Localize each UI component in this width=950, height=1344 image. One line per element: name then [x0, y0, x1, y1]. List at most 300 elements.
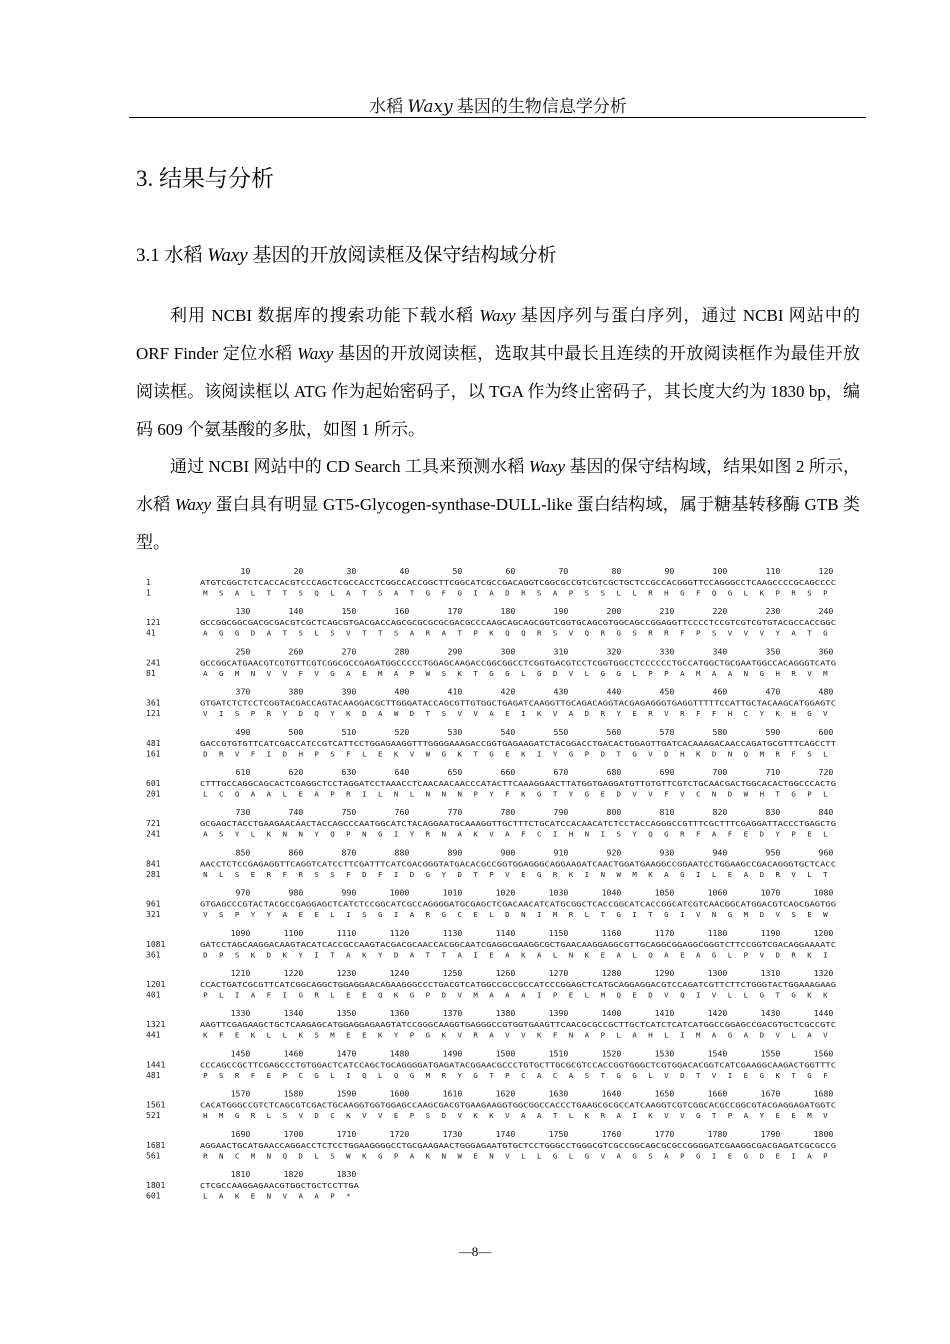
- amino-acid-residue: Q: [330, 829, 335, 839]
- amino-acid-residue: K: [473, 829, 478, 839]
- position-tick-label: 710: [765, 767, 781, 777]
- amino-acid-residue: A: [489, 709, 494, 719]
- amino-acid-residue: G: [425, 588, 431, 598]
- amino-acid-residue: M: [218, 1111, 224, 1121]
- amino-acid-residue: E: [314, 910, 319, 920]
- amino-acid-residue: E: [743, 1070, 749, 1080]
- amino-acid-residue: Y: [282, 709, 288, 719]
- amino-acid-residue: R: [791, 588, 796, 598]
- amino-acid-residue: E: [521, 869, 526, 879]
- amino-acid-residue: Y: [298, 950, 303, 960]
- amino-acid-residue: G: [505, 668, 510, 678]
- amino-acid-residue: P: [203, 990, 208, 1000]
- nucleotide-row-start: 1081: [146, 939, 166, 949]
- amino-acid-residue: A: [203, 628, 208, 638]
- position-tick-label: 1750: [548, 1128, 569, 1139]
- amino-acid-residue: E: [346, 990, 351, 1000]
- amino-acid-residue: G: [664, 829, 669, 839]
- position-tick-label: 100: [712, 566, 728, 576]
- amino-acid-residue: I: [823, 950, 828, 960]
- amino-acid-residue: M: [250, 1151, 256, 1161]
- position-tick-label: 1770: [654, 1128, 675, 1139]
- amino-acid-residue: I: [727, 1070, 733, 1080]
- amino-acid-residue: Q: [234, 789, 240, 799]
- amino-acid-row-start: 121: [146, 709, 161, 719]
- amino-acid-residue: V: [457, 1111, 462, 1121]
- amino-acid-residue: V: [457, 709, 462, 719]
- position-tick-label: 920: [606, 847, 622, 858]
- nucleotide-row-start: 1321: [146, 1020, 166, 1030]
- amino-acid-residue: P: [823, 588, 828, 598]
- amino-acid-residue: C: [743, 709, 749, 719]
- amino-acid-residue: G: [473, 1070, 478, 1080]
- amino-acid-residue: G: [298, 990, 303, 1000]
- amino-acid-residue: M: [377, 668, 383, 678]
- amino-acid-residue: H: [298, 749, 303, 759]
- amino-acid-residue: S: [791, 910, 796, 920]
- position-tick-label: 1440: [813, 1008, 834, 1019]
- position-tick-label: 230: [765, 606, 781, 617]
- amino-acid-residue: S: [218, 829, 224, 839]
- amino-acid-residue: C: [536, 829, 542, 839]
- amino-acid-residue: I: [711, 1151, 717, 1161]
- amino-acid-residue: E: [743, 829, 749, 839]
- amino-acid-residue: A: [346, 588, 351, 598]
- amino-acid-residue: P: [409, 1030, 415, 1040]
- amino-acid-residue: V: [282, 1191, 288, 1201]
- amino-acid-residue: I: [234, 990, 240, 1000]
- amino-acid-residue: V: [473, 709, 478, 719]
- amino-acid-residue: E: [632, 709, 637, 719]
- position-tick-label: 320: [606, 646, 622, 657]
- amino-acid-residue: L: [552, 950, 558, 960]
- amino-acid-residue: L: [823, 789, 828, 799]
- amino-acid-residue: A: [807, 1030, 812, 1040]
- position-tick-label: 490: [235, 726, 251, 737]
- position-tick-label: 1690: [230, 1128, 251, 1139]
- amino-acid-residue: K: [346, 1111, 351, 1121]
- amino-acid-residue: R: [648, 628, 653, 638]
- amino-acid-residue: I: [218, 709, 224, 719]
- amino-acid-residue: S: [282, 1111, 288, 1121]
- amino-acid-residue: G: [489, 749, 494, 759]
- amino-acid-residue: I: [314, 950, 319, 960]
- amino-acid-residue: P: [473, 628, 478, 638]
- amino-acid-residue: V: [823, 709, 828, 719]
- amino-acid-residue: V: [362, 1111, 367, 1121]
- amino-acid-residue: L: [536, 1151, 542, 1161]
- amino-acid-residue: N: [266, 1151, 272, 1161]
- section-title: 3. 结果与分析: [136, 166, 274, 191]
- amino-acid-residue: E: [393, 1111, 399, 1121]
- amino-acid-residue: L: [330, 588, 335, 598]
- amino-acid-residue: L: [409, 789, 415, 799]
- amino-acid-residue: E: [505, 749, 510, 759]
- amino-acid-residue: S: [632, 628, 637, 638]
- position-tick-label: 780: [500, 807, 516, 818]
- nucleotide-row-start: 121: [146, 618, 161, 628]
- amino-acid-residue: I: [282, 990, 288, 1000]
- position-tick-label: 740: [288, 807, 304, 818]
- amino-acid-residue: N: [266, 1191, 272, 1201]
- amino-acid-residue: K: [393, 749, 399, 759]
- amino-acid-residue: F: [695, 709, 701, 719]
- position-tick-label: 330: [659, 646, 675, 657]
- position-tick-label: 1790: [760, 1128, 781, 1139]
- amino-acid-residue: Y: [632, 829, 637, 839]
- position-tick-label: 1390: [548, 1008, 569, 1019]
- amino-acid-residue: G: [377, 1151, 383, 1161]
- amino-acid-residue: F: [680, 628, 685, 638]
- position-tick-label: 950: [765, 847, 781, 858]
- paragraph-text: 利用 NCBI 数据库的搜索功能下载水稻: [170, 306, 480, 325]
- amino-acid-residue: M: [600, 990, 606, 1000]
- amino-acid-residue: F: [250, 1070, 256, 1080]
- amino-acid-residue: A: [489, 1030, 494, 1040]
- amino-acid-residue: L: [616, 588, 621, 598]
- amino-acid-residue: R: [680, 709, 685, 719]
- amino-acid-residue: K: [250, 950, 256, 960]
- amino-acid-residue: N: [441, 789, 447, 799]
- amino-acid-residue: L: [823, 829, 828, 839]
- amino-acid-residue: A: [680, 668, 685, 678]
- position-tick-label: 1010: [442, 887, 463, 898]
- amino-acid-residue: E: [775, 1111, 780, 1121]
- amino-acid-residue: A: [298, 1191, 303, 1201]
- amino-acid-residue: V: [759, 950, 765, 960]
- position-tick-label: 860: [288, 847, 304, 858]
- amino-acid-residue: I: [791, 1151, 796, 1161]
- amino-acid-residue: W: [457, 1151, 462, 1161]
- amino-acid-residue: K: [203, 1030, 208, 1040]
- position-tick-label: 1290: [654, 968, 675, 978]
- amino-acid-residue: T: [823, 869, 828, 879]
- amino-acid-residue: R: [314, 990, 319, 1000]
- amino-acid-residue: A: [536, 950, 542, 960]
- position-tick-label: 1560: [813, 1048, 834, 1059]
- amino-acid-residue: P: [250, 709, 256, 719]
- amino-acid-residue: G: [314, 1070, 319, 1080]
- amino-acid-residue: Y: [616, 709, 621, 719]
- amino-acid-residue: L: [362, 749, 367, 759]
- position-tick-label: 1400: [601, 1008, 622, 1019]
- amino-acid-residue: P: [346, 829, 351, 839]
- amino-acid-residue: S: [330, 1151, 335, 1161]
- amino-acid-residue: G: [536, 869, 542, 879]
- nucleotide-row-start: 241: [146, 658, 161, 668]
- amino-acid-residue: G: [584, 1151, 590, 1161]
- amino-acid-residue: R: [775, 749, 780, 759]
- position-tick-label: 760: [394, 807, 410, 818]
- amino-acid-residue: D: [314, 1111, 319, 1121]
- position-tick-label: 1370: [442, 1008, 463, 1019]
- amino-acid-residue: F: [266, 990, 272, 1000]
- position-tick-label: 620: [288, 767, 304, 777]
- amino-acid-residue: P: [282, 1070, 288, 1080]
- amino-acid-residue: A: [393, 588, 399, 598]
- amino-acid-residue: V: [505, 1111, 510, 1121]
- amino-acid-row-start: 321: [146, 910, 161, 920]
- amino-acid-residue: M: [743, 910, 749, 920]
- amino-acid-residue: F: [282, 869, 288, 879]
- amino-acid-residue: A: [552, 588, 558, 598]
- position-tick-label: 1820: [283, 1169, 304, 1179]
- amino-acid-residue: K: [489, 628, 494, 638]
- running-header-prefix: 水稻: [369, 97, 408, 116]
- amino-acid-residue: D: [203, 950, 208, 960]
- amino-acid-residue: T: [282, 628, 288, 638]
- amino-acid-residue: M: [234, 668, 240, 678]
- nucleotide-sequence: GACCGTGTGTTCATCGACCATCCGTCATTCCTGGAGAAGGTTTGGGGAAAGACCGGTGAGAAGATCTACGGACCTGACACTGGAGTTGATCACAAAGACAACCAGATGCGTTTCAGCCTT: [200, 738, 837, 748]
- amino-acid-residue: G: [680, 588, 685, 598]
- amino-acid-residue: M: [473, 990, 478, 1000]
- amino-acid-residue: H: [759, 789, 765, 799]
- position-tick-label: 500: [288, 726, 304, 737]
- amino-acid-residue: V: [600, 1151, 606, 1161]
- amino-acid-residue: P: [664, 668, 669, 678]
- amino-acid-residue: D: [648, 990, 653, 1000]
- amino-acid-residue: Y: [234, 829, 240, 839]
- amino-acid-residue: V: [346, 628, 351, 638]
- amino-acid-residue: R: [298, 869, 303, 879]
- amino-acid-residue: T: [775, 789, 780, 799]
- amino-acid-row-start: 201: [146, 789, 161, 799]
- amino-acid-residue: Y: [759, 1111, 765, 1121]
- amino-acid-residue: A: [664, 950, 669, 960]
- amino-acid-residue: E: [250, 869, 256, 879]
- amino-acid-residue: D: [584, 709, 590, 719]
- amino-acid-residue: S: [807, 749, 812, 759]
- position-tick-label: 340: [712, 646, 728, 657]
- amino-acid-residue: A: [711, 829, 717, 839]
- position-tick-label: 1530: [654, 1048, 675, 1059]
- amino-acid-residue: N: [425, 789, 431, 799]
- amino-acid-residue: D: [775, 950, 780, 960]
- amino-acid-residue: N: [568, 1030, 574, 1040]
- running-header: [130, 92, 866, 117]
- amino-acid-residue: F: [521, 829, 526, 839]
- amino-acid-residue: L: [568, 1111, 574, 1121]
- amino-acid-residue: V: [505, 869, 510, 879]
- amino-acid-residue: E: [775, 1151, 780, 1161]
- amino-acid-residue: L: [250, 829, 256, 839]
- amino-acid-residue: A: [377, 709, 383, 719]
- amino-acid-residue: A: [441, 628, 447, 638]
- amino-acid-residue: A: [568, 709, 574, 719]
- subsection-title-gene: Waxy: [207, 245, 248, 266]
- amino-acid-residue: V: [695, 910, 701, 920]
- amino-acid-residue: A: [521, 990, 526, 1000]
- amino-acid-residue: R: [680, 829, 685, 839]
- position-tick-label: 80: [611, 566, 622, 576]
- position-tick-label: 870: [341, 847, 357, 858]
- amino-acid-residue: A: [584, 1030, 590, 1040]
- running-header-gene: Waxy: [407, 97, 453, 117]
- amino-acid-residue: L: [330, 1070, 335, 1080]
- amino-acid-residue: D: [266, 950, 272, 960]
- amino-acid-residue: P: [473, 789, 478, 799]
- amino-acid-residue: I: [632, 1111, 637, 1121]
- amino-acid-residue: L: [203, 1191, 208, 1201]
- amino-acid-residue: K: [648, 869, 653, 879]
- amino-acid-row-start: 601: [146, 1191, 161, 1201]
- amino-acid-residue: P: [330, 1191, 335, 1201]
- amino-acid-residue: Q: [680, 990, 685, 1000]
- amino-acid-residue: F: [505, 789, 510, 799]
- amino-acid-residue: S: [584, 588, 590, 598]
- position-tick-label: 1450: [230, 1048, 251, 1059]
- amino-acid-residue: A: [791, 628, 796, 638]
- nucleotide-sequence: ATGTCGGCTCTCACCACGTCCCAGCTCGCCACCTCGGCCACCGGCTTCGGCATCGCCGACAGGTCGGCGCCGTCGTCGCTGCTCCGCCACGGGTTCCAGGGCCTCAAGCCCCGCAGCCCC: [200, 578, 836, 587]
- position-tick-label: 750: [341, 807, 357, 818]
- position-tick-label: 410: [447, 686, 463, 697]
- amino-acid-residue: I: [346, 910, 351, 920]
- nucleotide-sequence: CCACTGATCGCGTTCATCGGCAGGCTGGAGGAACAGAAGGGCCCTGACGTCATGGCCGCCGCCATCCCGGAGCTCATGCAGGAGGACGTCCAGATCGTTCTTCTGGGTACTGGAAAGAAG: [200, 980, 836, 989]
- amino-acid-residue: S: [807, 588, 812, 598]
- amino-acid-residue: V: [568, 628, 574, 638]
- amino-acid-residue: P: [775, 588, 780, 598]
- amino-acid-residue: D: [664, 749, 669, 759]
- position-tick-label: 1800: [813, 1128, 834, 1139]
- amino-acid-residue: P: [823, 1151, 828, 1161]
- position-tick-label: 1590: [336, 1088, 357, 1099]
- amino-acid-residue: F: [218, 1030, 224, 1040]
- amino-acid-residue: D: [505, 588, 510, 598]
- amino-acid-residue: V: [711, 1070, 717, 1080]
- amino-acid-residue: Y: [393, 1030, 399, 1040]
- amino-acid-residue: Y: [775, 829, 780, 839]
- amino-acid-residue: R: [600, 709, 606, 719]
- amino-acid-residue: L: [203, 789, 208, 799]
- amino-acid-residue: V: [489, 829, 494, 839]
- amino-acid-residue: R: [648, 588, 653, 598]
- nucleotide-row-start: 1801: [146, 1181, 166, 1190]
- amino-acid-residue: A: [568, 1070, 574, 1080]
- amino-acid-residue: G: [568, 749, 574, 759]
- amino-acid-residue: L: [218, 869, 224, 879]
- amino-acid-residue: C: [234, 1151, 240, 1161]
- position-tick-label: 730: [235, 807, 251, 818]
- amino-acid-row-start: 81: [146, 668, 156, 678]
- amino-acid-residue: I: [680, 910, 685, 920]
- amino-acid-residue: P: [489, 869, 494, 879]
- amino-acid-residue: G: [234, 628, 240, 638]
- amino-acid-residue: A: [505, 829, 510, 839]
- position-tick-label: 1640: [601, 1088, 622, 1099]
- amino-acid-residue: A: [489, 990, 494, 1000]
- amino-acid-residue: I: [393, 829, 399, 839]
- amino-acid-residue: H: [648, 1030, 653, 1040]
- amino-acid-residue: D: [552, 668, 558, 678]
- amino-acid-residue: A: [203, 829, 208, 839]
- amino-acid-residue: V: [505, 1030, 510, 1040]
- position-tick-label: 480: [818, 686, 834, 697]
- amino-acid-residue: V: [314, 668, 319, 678]
- amino-acid-residue: P: [409, 1111, 415, 1121]
- amino-acid-residue: L: [489, 910, 494, 920]
- position-tick-label: 30: [346, 566, 357, 576]
- amino-acid-residue: Y: [250, 910, 256, 920]
- amino-acid-residue: L: [266, 1111, 272, 1121]
- amino-acid-residue: R: [441, 1070, 447, 1080]
- amino-acid-residue: E: [600, 950, 606, 960]
- amino-acid-residue: P: [393, 1151, 399, 1161]
- nucleotide-sequence: AGGAACTGCATGAACCAGGACCTCTCCTGGAAGGGGCCTGCGAAGAACTGGGAGAATGTGCTCCTGGGCCTGGGCGTCGCCGGCAGCGCGCCGGGGATCGAAGGCGACGAGATCGCGCCG: [200, 1140, 836, 1150]
- paragraph-text: 通过 NCBI 网站中的 CD Search 工具来预测水稻: [170, 457, 529, 476]
- amino-acid-residue: K: [362, 1151, 367, 1161]
- amino-acid-residue: D: [441, 1111, 447, 1121]
- position-tick-label: 1110: [336, 927, 357, 938]
- amino-acid-residue: A: [314, 1191, 319, 1201]
- position-tick-label: 1490: [442, 1048, 463, 1059]
- amino-acid-residue: R: [266, 709, 272, 719]
- amino-acid-residue: K: [775, 709, 780, 719]
- amino-acid-residue: G: [727, 588, 733, 598]
- position-tick-label: 900: [500, 847, 516, 858]
- amino-acid-residue: D: [759, 1030, 765, 1040]
- amino-acid-residue: K: [362, 950, 367, 960]
- position-tick-label: 1660: [707, 1088, 728, 1099]
- position-tick-label: 1200: [813, 927, 834, 938]
- amino-acid-residue: L: [743, 588, 749, 598]
- position-tick-label: 1610: [442, 1088, 463, 1099]
- position-tick-label: 210: [659, 606, 675, 617]
- amino-acid-residue: N: [250, 668, 256, 678]
- amino-acid-residue: P: [234, 910, 240, 920]
- amino-acid-row-start: 1: [146, 588, 151, 598]
- page-number: —8—: [458, 1244, 492, 1259]
- amino-acid-residue: Y: [489, 789, 494, 799]
- amino-acid-residue: K: [266, 829, 272, 839]
- amino-acid-residue: D: [409, 869, 415, 879]
- amino-acid-residue: W: [823, 910, 828, 920]
- amino-acid-residue: G: [600, 668, 606, 678]
- amino-acid-residue: K: [346, 709, 351, 719]
- amino-acid-residue: I: [362, 789, 367, 799]
- position-tick-label: 850: [235, 847, 251, 858]
- position-tick-label: 660: [500, 767, 516, 777]
- amino-acid-residue: P: [743, 950, 749, 960]
- amino-acid-residue: K: [377, 1030, 383, 1040]
- nucleotide-sequence: GATCCTAGCAAGGACAAGTACATCACCGCCAAGTACGACGCAACCACGGCAATCGAGGCGAAGGCGCTGAACAAGGAGGCGTTGCAGGCGGAGGCGGGTCTTCCGGTCGACAGGAAAATC: [200, 939, 836, 949]
- amino-acid-residue: V: [664, 709, 669, 719]
- amino-acid-residue: R: [266, 869, 272, 879]
- amino-acid-residue: D: [759, 910, 765, 920]
- amino-acid-residue: P: [791, 829, 796, 839]
- amino-acid-residue: G: [536, 668, 542, 678]
- amino-acid-residue: R: [600, 628, 606, 638]
- amino-acid-residue: L: [791, 1030, 796, 1040]
- amino-acid-residue: G: [632, 1070, 637, 1080]
- amino-acid-residue: R: [536, 628, 542, 638]
- position-tick-label: 1060: [707, 887, 728, 898]
- amino-acid-residue: V: [568, 668, 574, 678]
- amino-acid-residue: R: [664, 628, 669, 638]
- amino-acid-residue: I: [393, 910, 399, 920]
- position-tick-label: 1470: [336, 1048, 357, 1059]
- position-tick-label: 930: [659, 847, 675, 858]
- position-tick-label: 430: [553, 686, 569, 697]
- amino-acid-row-start: 561: [146, 1151, 161, 1161]
- position-tick-label: 1500: [495, 1048, 516, 1059]
- position-tick-label: 1350: [336, 1008, 357, 1019]
- amino-acid-residue: G: [489, 668, 494, 678]
- amino-acid-residue: I: [521, 709, 526, 719]
- amino-acid-residue: Q: [362, 1070, 367, 1080]
- position-tick-label: 1340: [283, 1008, 304, 1019]
- amino-acid-residue: V: [743, 628, 749, 638]
- amino-acid-residue: N: [441, 829, 447, 839]
